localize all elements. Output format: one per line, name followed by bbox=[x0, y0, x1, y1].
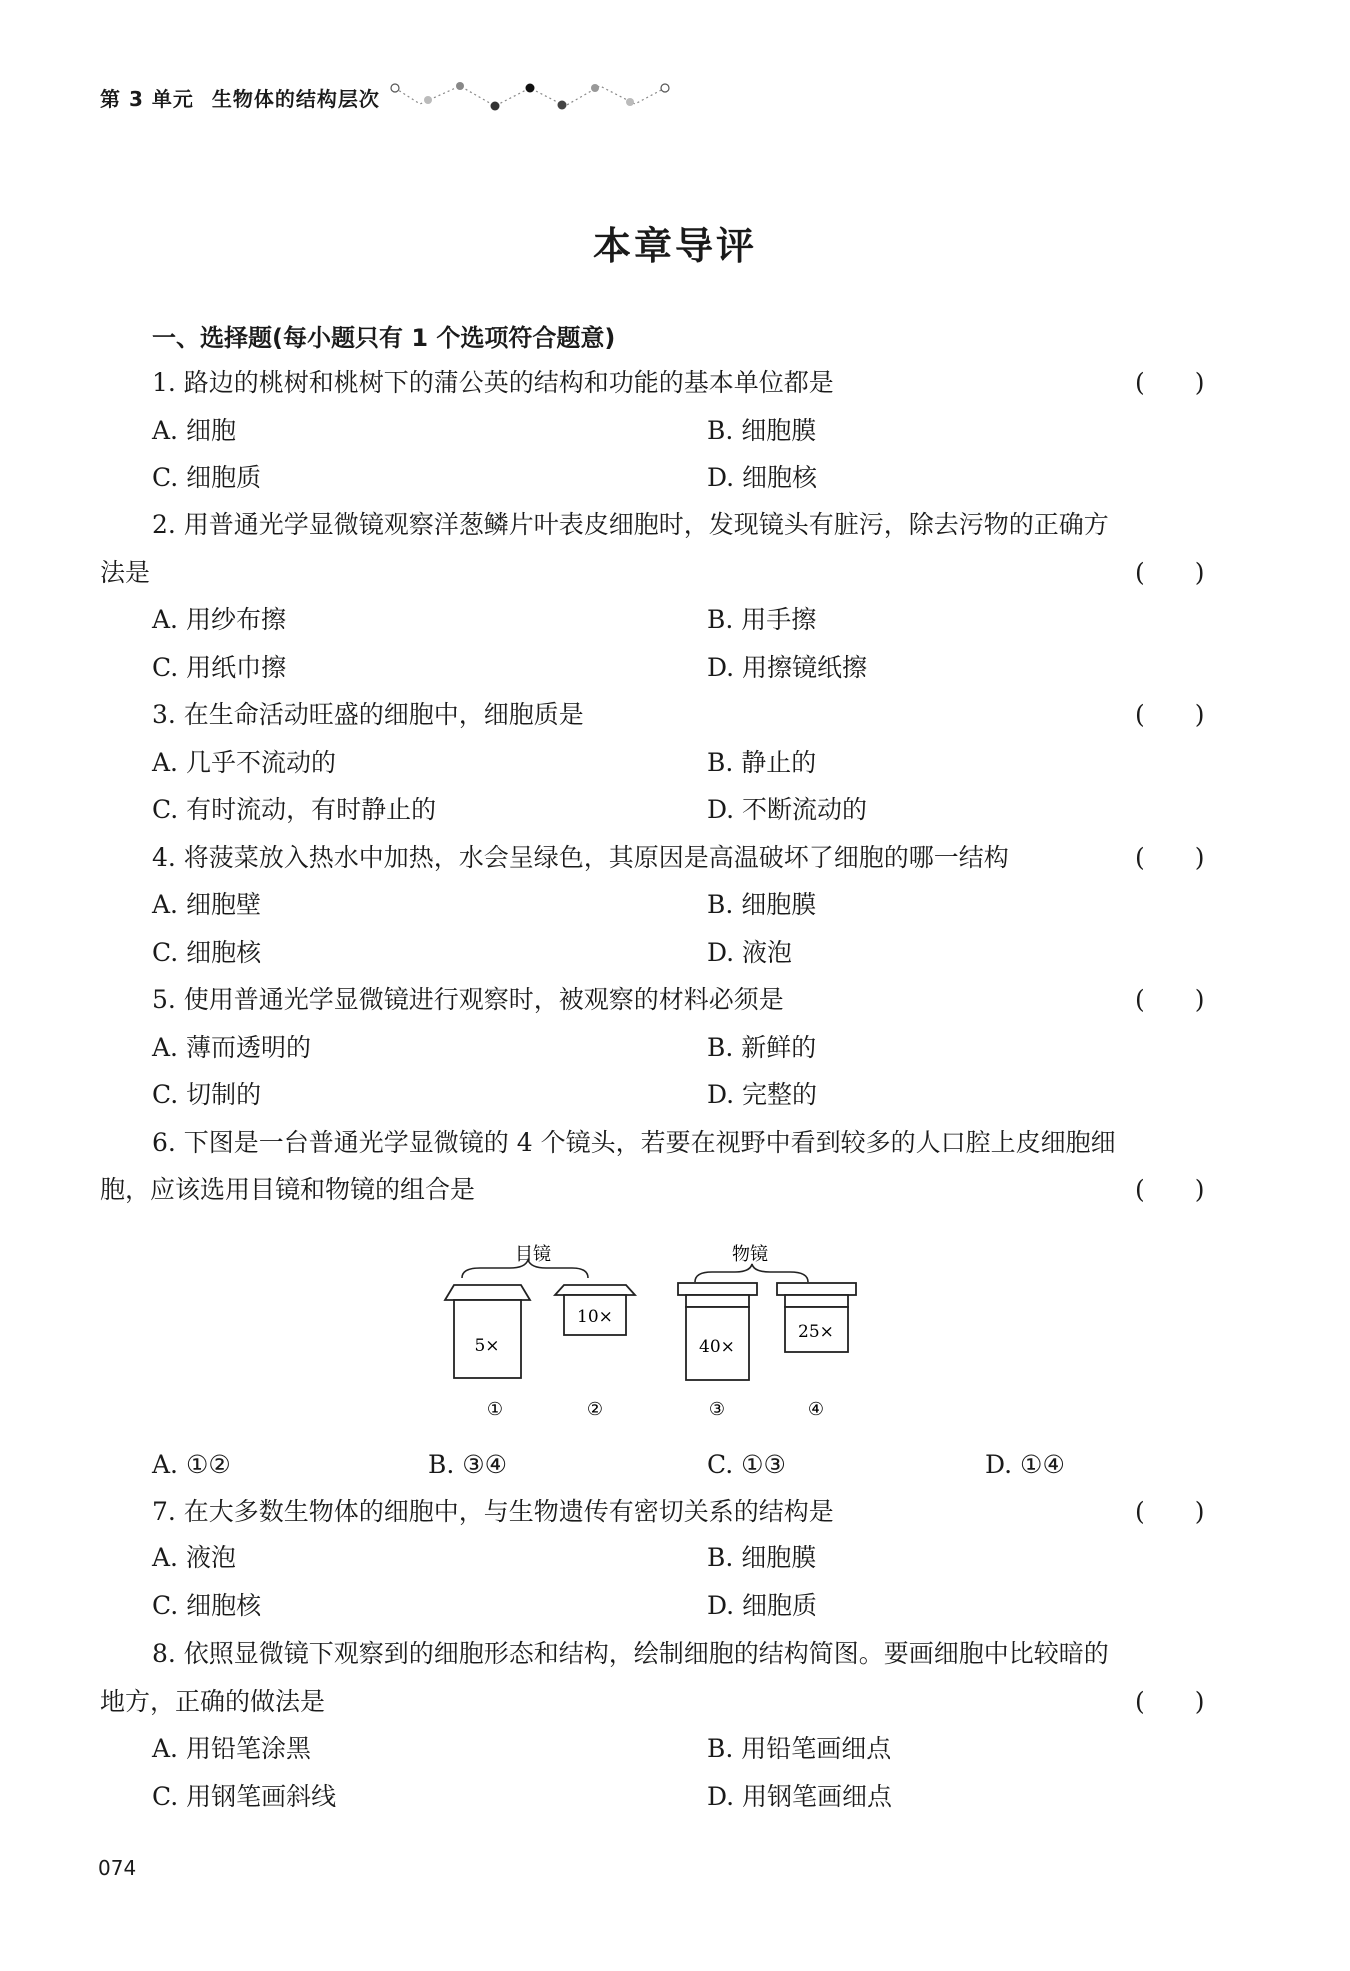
q1-option-b: B. 细胞膜 bbox=[707, 416, 817, 445]
page-number: 074 bbox=[98, 1856, 137, 1880]
answer-bracket-4[interactable]: ( ) bbox=[1135, 843, 1205, 872]
q3-option-a: A. 几乎不流动的 bbox=[152, 748, 336, 777]
question-8-stem: 8. 依照显微镜下观察到的细胞形态和结构，绘制细胞的结构简图。要画细胞中比较暗的 bbox=[152, 1639, 1109, 1668]
q7-option-b: B. 细胞膜 bbox=[707, 1543, 817, 1572]
q5-option-d: D. 完整的 bbox=[707, 1080, 818, 1109]
q7-option-d: D. 细胞质 bbox=[707, 1591, 818, 1620]
answer-bracket-2[interactable]: ( ) bbox=[1135, 558, 1205, 587]
question-8-stem-cont: 地方，正确的做法是 bbox=[100, 1687, 326, 1716]
lens-figure bbox=[440, 1240, 880, 1420]
q2-option-c: C. 用纸巾擦 bbox=[152, 653, 287, 682]
q6-option-b: B. ③④ bbox=[428, 1450, 508, 1479]
q3-option-c: C. 有时流动，有时静止的 bbox=[152, 795, 437, 824]
q2-option-b: B. 用手擦 bbox=[707, 605, 817, 634]
question-3-stem: 3. 在生命活动旺盛的细胞中，细胞质是 bbox=[152, 700, 584, 729]
lens-1-number: ① bbox=[486, 1399, 504, 1420]
q8-option-d: D. 用钢笔画细点 bbox=[707, 1782, 893, 1811]
q2-option-a: A. 用纱布擦 bbox=[152, 605, 286, 634]
q1-option-a: A. 细胞 bbox=[152, 416, 236, 445]
q5-option-a: A. 薄而透明的 bbox=[152, 1033, 311, 1062]
question-1-stem: 1. 路边的桃树和桃树下的蒲公英的结构和功能的基本单位都是 bbox=[152, 368, 834, 397]
running-header bbox=[100, 82, 380, 112]
question-2-stem-cont: 法是 bbox=[100, 558, 151, 587]
q2-option-d: D. 用擦镜纸擦 bbox=[707, 653, 868, 682]
lens-2-magnification: 10× bbox=[577, 1307, 613, 1327]
question-7-stem: 7. 在大多数生物体的细胞中，与生物遗传有密切关系的结构是 bbox=[152, 1497, 834, 1526]
q8-option-b: B. 用铅笔画细点 bbox=[707, 1734, 892, 1763]
q7-option-c: C. 细胞核 bbox=[152, 1591, 262, 1620]
answer-bracket-6[interactable]: ( ) bbox=[1135, 1175, 1205, 1204]
q8-option-c: C. 用钢笔画斜线 bbox=[152, 1782, 337, 1811]
q4-option-c: C. 细胞核 bbox=[152, 938, 262, 967]
header-dots-ornament bbox=[390, 78, 680, 118]
page-title: 本章导评 bbox=[592, 224, 757, 268]
eyepiece-label: 目镜 bbox=[515, 1244, 551, 1265]
section-heading: 一、选择题(每小题只有 1 个选项符合题意) bbox=[152, 324, 616, 352]
q4-option-b: B. 细胞膜 bbox=[707, 890, 817, 919]
q7-option-a: A. 液泡 bbox=[152, 1543, 236, 1572]
q1-option-d: D. 细胞核 bbox=[707, 463, 818, 492]
lens-1-magnification: 5× bbox=[474, 1336, 500, 1356]
question-6-stem: 6. 下图是一台普通光学显微镜的 4 个镜头，若要在视野中看到较多的人口腔上皮细胞细 bbox=[152, 1128, 1116, 1157]
question-6-stem-cont: 胞，应该选用目镜和物镜的组合是 bbox=[100, 1175, 476, 1204]
q6-option-a: A. ①② bbox=[152, 1450, 231, 1479]
q4-option-a: A. 细胞壁 bbox=[152, 890, 261, 919]
lens-4-magnification: 25× bbox=[798, 1322, 834, 1342]
q6-option-c: C. ①③ bbox=[707, 1450, 786, 1479]
q1-option-c: C. 细胞质 bbox=[152, 463, 262, 492]
objective-label: 物镜 bbox=[732, 1244, 768, 1265]
question-4-stem: 4. 将菠菜放入热水中加热，水会呈绿色，其原因是高温破坏了细胞的哪一结构 bbox=[152, 843, 1009, 872]
lens-4-number: ④ bbox=[807, 1399, 825, 1420]
lens-3-number: ③ bbox=[708, 1399, 726, 1420]
answer-bracket-7[interactable]: ( ) bbox=[1135, 1497, 1205, 1526]
lens-3-magnification: 40× bbox=[699, 1337, 735, 1357]
q6-option-d: D. ①④ bbox=[985, 1450, 1065, 1479]
question-2-stem: 2. 用普通光学显微镜观察洋葱鳞片叶表皮细胞时，发现镜头有脏污，除去污物的正确方 bbox=[152, 510, 1109, 539]
q5-option-c: C. 切制的 bbox=[152, 1080, 262, 1109]
q3-option-d: D. 不断流动的 bbox=[707, 795, 868, 824]
q8-option-a: A. 用铅笔涂黑 bbox=[152, 1734, 311, 1763]
q3-option-b: B. 静止的 bbox=[707, 748, 817, 777]
q5-option-b: B. 新鲜的 bbox=[707, 1033, 817, 1062]
answer-bracket-1[interactable]: ( ) bbox=[1135, 368, 1205, 397]
answer-bracket-5[interactable]: ( ) bbox=[1135, 985, 1205, 1014]
question-5-stem: 5. 使用普通光学显微镜进行观察时，被观察的材料必须是 bbox=[152, 985, 784, 1014]
unit-label: 第 3 单元 bbox=[100, 86, 194, 111]
answer-bracket-3[interactable]: ( ) bbox=[1135, 700, 1205, 729]
answer-bracket-8[interactable]: ( ) bbox=[1135, 1687, 1205, 1716]
q4-option-d: D. 液泡 bbox=[707, 938, 793, 967]
lens-2-number: ② bbox=[586, 1399, 604, 1420]
unit-title: 生物体的结构层次 bbox=[211, 86, 380, 111]
